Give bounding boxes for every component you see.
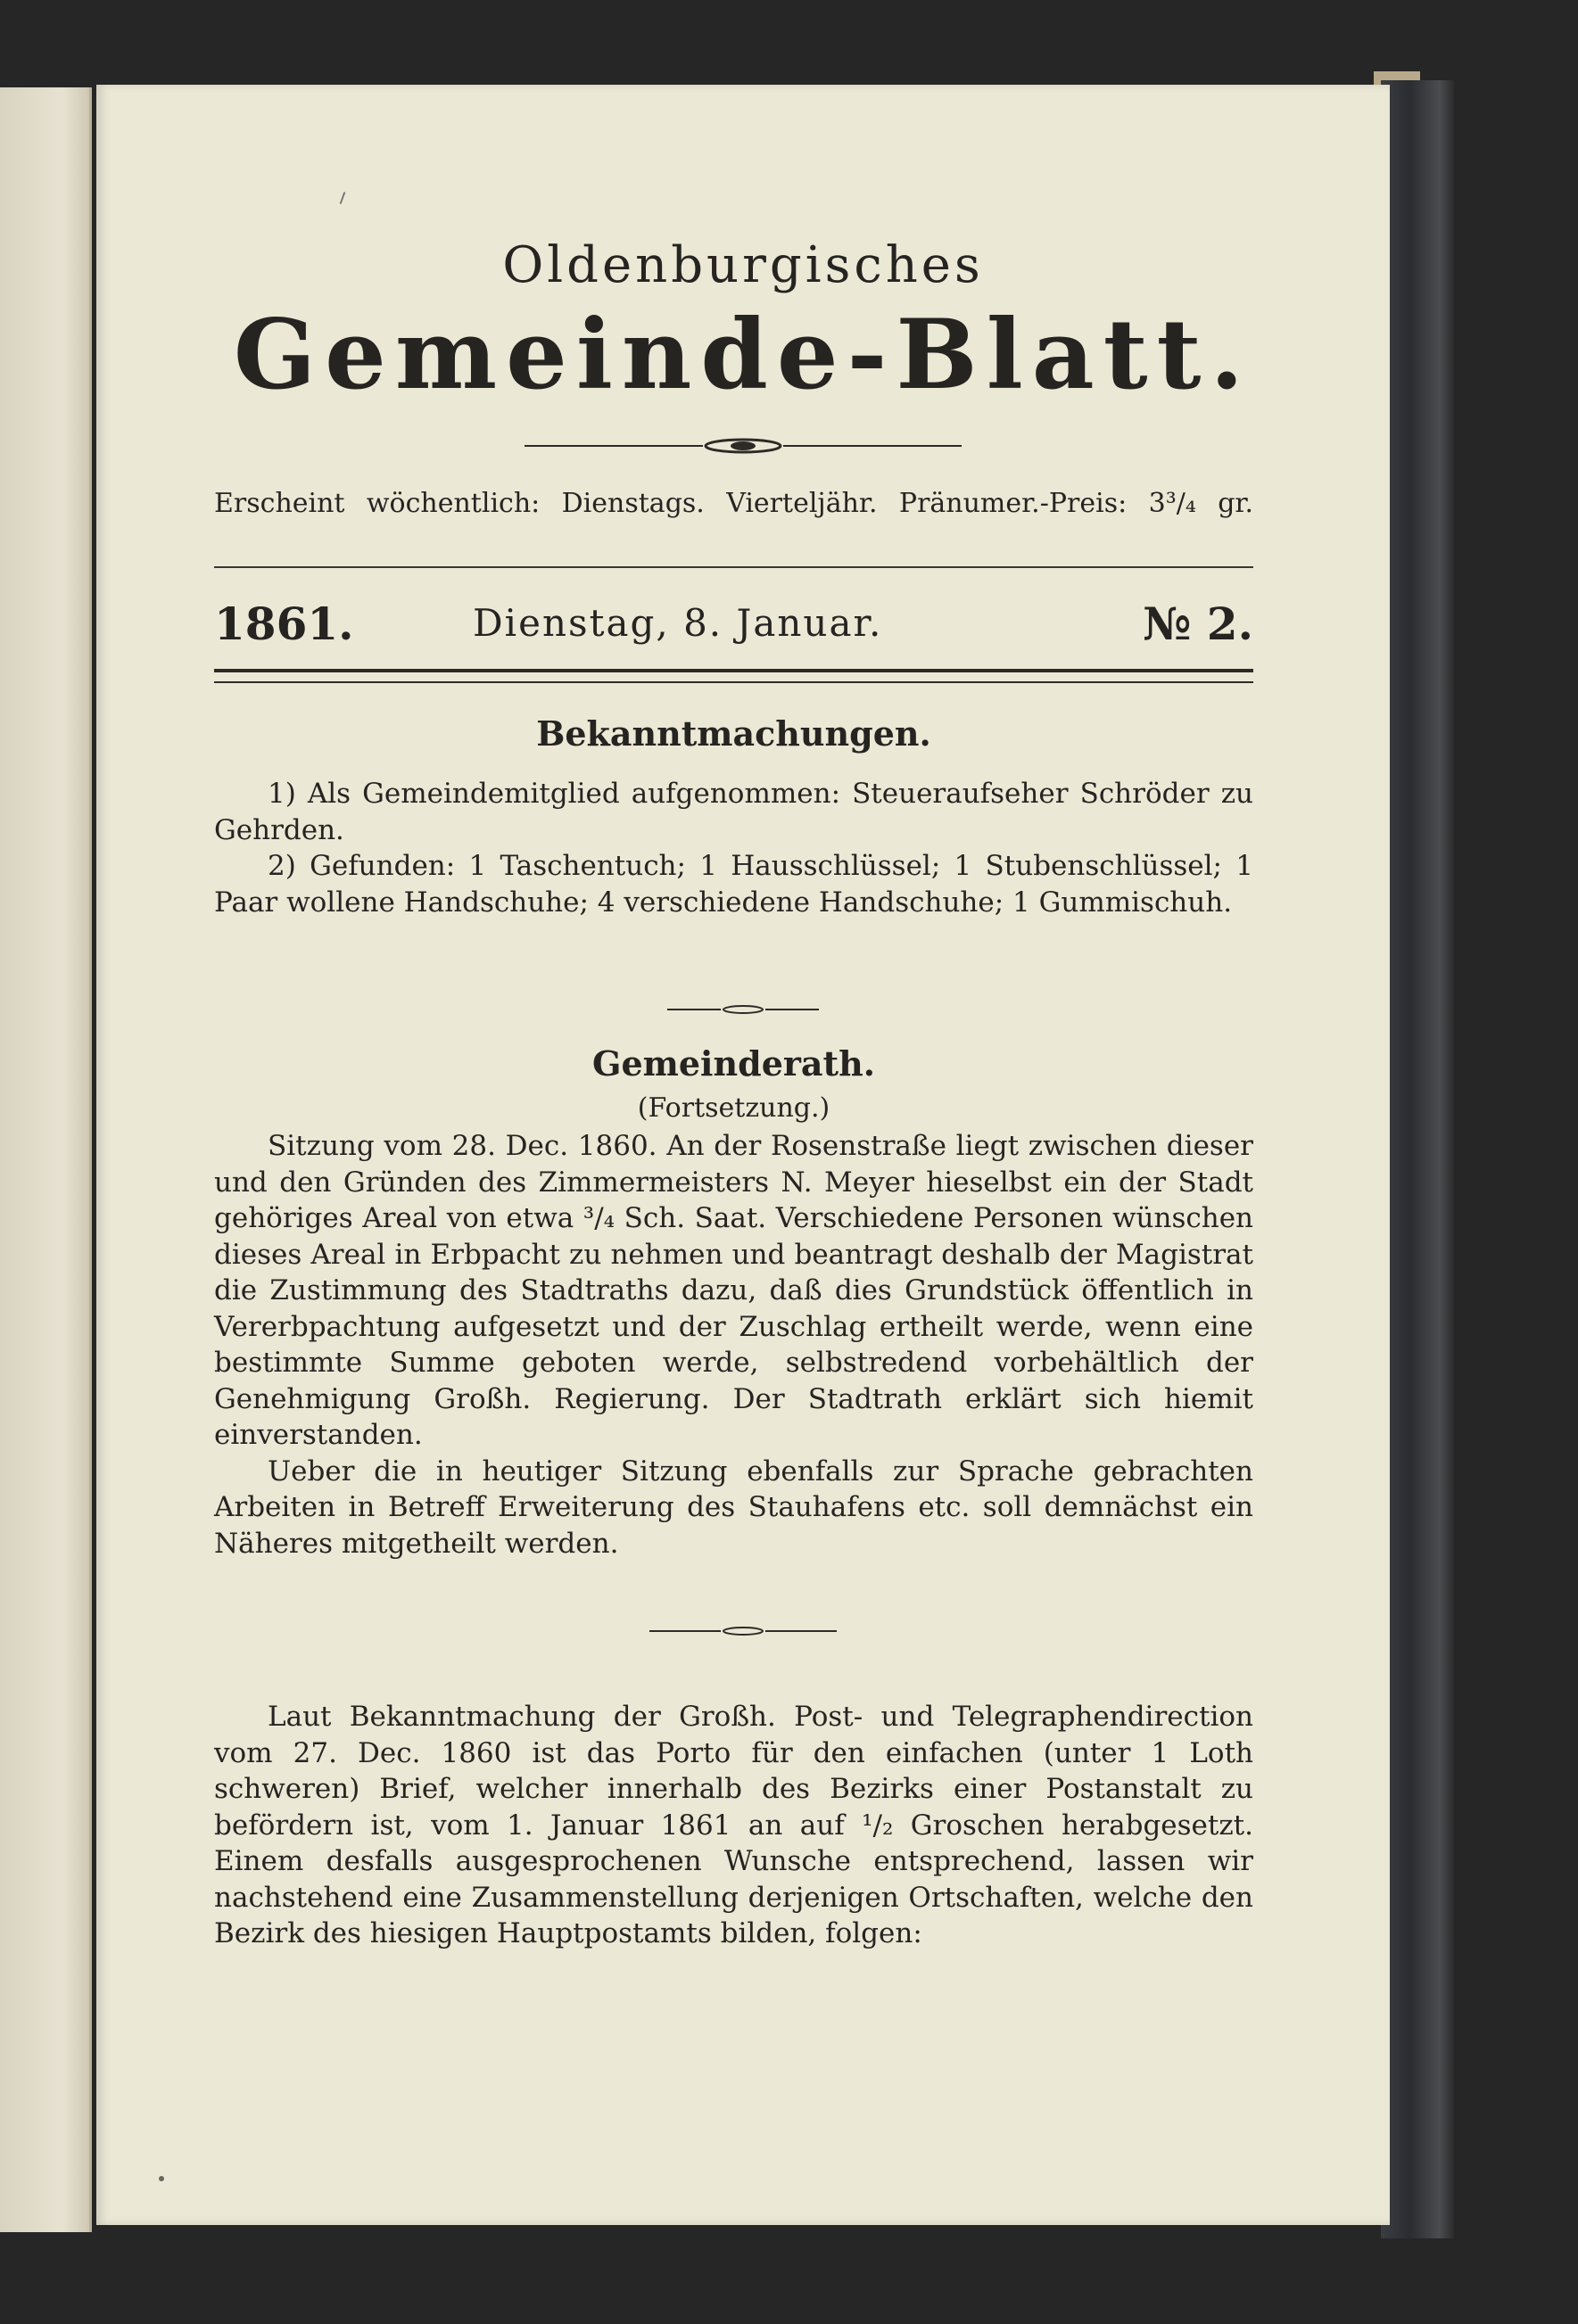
section-title-gemeinderath: Gemeinderath.: [592, 1043, 875, 1084]
masthead-title: Gemeinde-Blatt.: [233, 299, 1253, 411]
issue-double-rule: [214, 669, 1253, 683]
masthead-line1: Oldenburgisches: [502, 236, 984, 294]
section-ornament: [667, 1003, 819, 1016]
council-paragraph-2: Ueber die in heutiger Sitzung ebenfalls zur Sprache gebrachten Arbeiten in Betreff Erweiterung des Stauhafens etc. soll demnächst ein Näheres mitgetheilt werden.: [214, 1455, 1253, 1560]
section-title-bekanntmachungen: Bekanntmachungen.: [536, 713, 931, 754]
facing-page-edge: [0, 87, 92, 2232]
continuation-note: (Fortsetzung.): [637, 1092, 830, 1124]
post-paragraph: Laut Bekanntmachung der Großh. Post- und Telegraphendirection vom 27. Dec. 1860 ist das Porto für den einfachen (unter 1 Loth schweren) Brief, welcher innerhalb des Bezirks einer Postanstalt zu befördern ist, vom 1. Januar 1861 an auf ¹/₂ Groschen herabgesetzt. Einem desfalls ausgesprochenen Wunsche entsprechend, lassen wir nachstehend eine Zusammenstellung derjenigen Ortschaften, welche den Bezirk des hiesigen Hauptpostamts bilden, folgen:: [214, 1701, 1253, 1949]
issue-date: Dienstag, 8. Januar.: [473, 601, 883, 645]
subscription-info: Erscheint wöchentlich: Dienstags. Vierteljähr. Pränumer.-Preis: 3³/₄ gr.: [214, 488, 1253, 519]
section-ornament-2: [649, 1625, 837, 1637]
masthead-ornament: [525, 437, 962, 455]
issue-year: 1861.: [214, 597, 354, 650]
header-rule: [214, 566, 1253, 568]
book-spine: [1381, 80, 1454, 2238]
issue-number: № 2.: [1143, 597, 1253, 650]
newspaper-page: [96, 85, 1390, 2225]
issue-line: [214, 597, 1253, 660]
page-mark: [340, 192, 346, 204]
bekanntmachungen-text: [214, 776, 1253, 920]
gemeinderath-text: [214, 1128, 1253, 1562]
council-paragraph-1: Sitzung vom 28. Dec. 1860. An der Rosenstraße liegt zwischen dieser und den Gründen des Zimmermeisters N. Meyer hieselbst ein der Stadt gehöriges Areal von etwa ³/₄ Sch. Saat. Verschiedene Personen wünschen dieses Areal in Erbpacht zu nehmen und beantragt deshalb der Magistrat die Zustimmung des Stadtraths dazu, daß dies Grundstück öffentlich in Vererbpachtung aufgesetzt und der Zuschlag ertheilt werde, wenn eine bestimmte Summe geboten werde, selbstredend vorbehältlich der Genehmigung Großh. Regierung. Der Stadtrath erklärt sich hiemit einverstanden.: [214, 1130, 1253, 1451]
notice-item-2: 2) Gefunden: 1 Taschentuch; 1 Hausschlüssel; 1 Stubenschlüssel; 1 Paar wollene Handschuhe; 4 verschiedene Handschuhe; 1 Gummischuh.: [214, 850, 1253, 919]
notice-item-1: 1) Als Gemeindemitglied aufgenommen: Steueraufseher Schröder zu Gehrden.: [214, 778, 1253, 846]
post-notice: [214, 1699, 1253, 1952]
page-speck: [159, 2176, 164, 2181]
